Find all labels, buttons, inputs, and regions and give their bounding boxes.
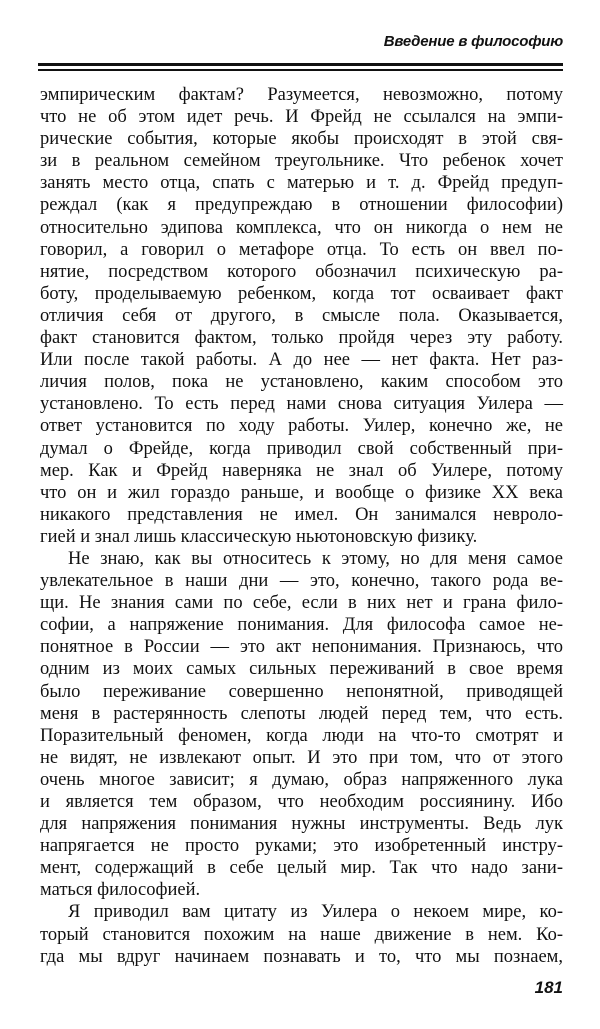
text-line: гда мы вдруг начинаем познавать и то, что мы познаем, [40, 946, 563, 967]
text-line: напрягается не просто руками; это изобретенный инстру- [40, 836, 563, 857]
text-line: софии, а напряжение понимания. Для философа самое не- [40, 615, 563, 636]
text-line: Я приводил вам цитату из Уилера о некоем мире, ко- [68, 902, 563, 923]
text-line: нятие, посредством которого обозначил психическую ра- [40, 261, 563, 282]
paragraph [40, 84, 563, 548]
text-line: торый становится похожим на наше движение в нем. Ко- [40, 924, 563, 945]
text-line: меня в растерянность слепоты людей перед тем, что есть. [40, 703, 563, 724]
text-line: не видят, не извлекают опыт. И это при том, что от этого [40, 747, 563, 768]
text-line: для напряжения понимания нужны инструменты. Ведь лук [40, 814, 563, 835]
text-line: щи. Не знания сами по себе, если в них нет и грана фило- [40, 593, 563, 614]
paragraph [40, 901, 563, 967]
text-line: Не знаю, как вы относитесь к этому, но для меня самое [68, 548, 563, 569]
text-line: что он и жил гораздо раньше, и вообще о физике XX века [40, 482, 563, 503]
text-line: установлено. То есть перед нами снова ситуация Уилера — [40, 394, 563, 415]
text-line: маться философией. [40, 880, 201, 901]
text-line: мер. Как и Фрейд наверняка не знал об Уилере, потому [40, 460, 563, 481]
text-line: что не об этом идет речь. И Фрейд не ссылался на эмпи- [40, 107, 563, 128]
text-line: было переживание совершенно непонятной, приводящей [40, 681, 563, 702]
paragraph [40, 548, 563, 902]
running-header: Введение в философию [383, 33, 563, 50]
text-line: личия полов, пока не установлено, каким способом это [40, 372, 563, 393]
text-line: зи в реальном семейном треугольнике. Что ребенок хочет [40, 151, 563, 172]
text-line: факт становится фактом, только пройдя через эту работу. [40, 328, 563, 349]
page-number: 181 [534, 978, 563, 997]
text-line: эмпирическим фактам? Разумеется, невозможно, потому [40, 85, 563, 105]
text-line: Или после такой работы. А до нее — нет факта. Нет раз- [40, 350, 563, 371]
header-rule-thin [38, 69, 563, 71]
text-line: мент, содержащий в себе целый мир. Так что надо зани- [40, 858, 563, 879]
text-line: относительно эдипова комплекса, что он никогда о нем не [40, 217, 563, 238]
text-line: реждал (как я предупреждаю в отношении философии) [40, 195, 563, 216]
text-line: рические события, которые якобы происходят в этой свя- [40, 129, 563, 150]
text-line: понятное в России — это акт непонимания. Признаюсь, что [40, 637, 563, 658]
text-line: ответ установится по ходу работы. Уилер, конечно же, не [40, 416, 563, 437]
text-line: никакого представления не имел. Он занимался невроло- [40, 504, 563, 525]
text-line: увлекательное в наши дни — это, конечно, такого рода ве- [40, 571, 563, 592]
text-line: занять место отца, спать с матерью и т. д. Фрейд предуп- [40, 173, 563, 194]
text-line: думал о Фрейде, когда приводил свой собственный при- [40, 438, 563, 459]
text-line: боту, проделываемую ребенком, когда тот осваивает факт [40, 283, 563, 304]
text-line: отличия себя от другого, в смысле пола. Оказывается, [40, 305, 563, 326]
text-line: и является тем образом, что необходим россиянину. Ибо [40, 792, 563, 812]
text-line: Поразительный феномен, когда люди на что-то смотрят и [40, 725, 563, 746]
header-rule [38, 63, 563, 66]
text-line: одним из моих самых сильных переживаний в свое время [40, 659, 563, 680]
text-line: гией и знал лишь классическую ньютоновскую физику. [40, 526, 478, 547]
body-text [40, 84, 563, 968]
text-line: очень многое зависит; я думаю, образ напряженного лука [40, 769, 563, 790]
text-line: говорил, а говорил о метафоре отца. То есть он ввел по- [40, 239, 563, 260]
